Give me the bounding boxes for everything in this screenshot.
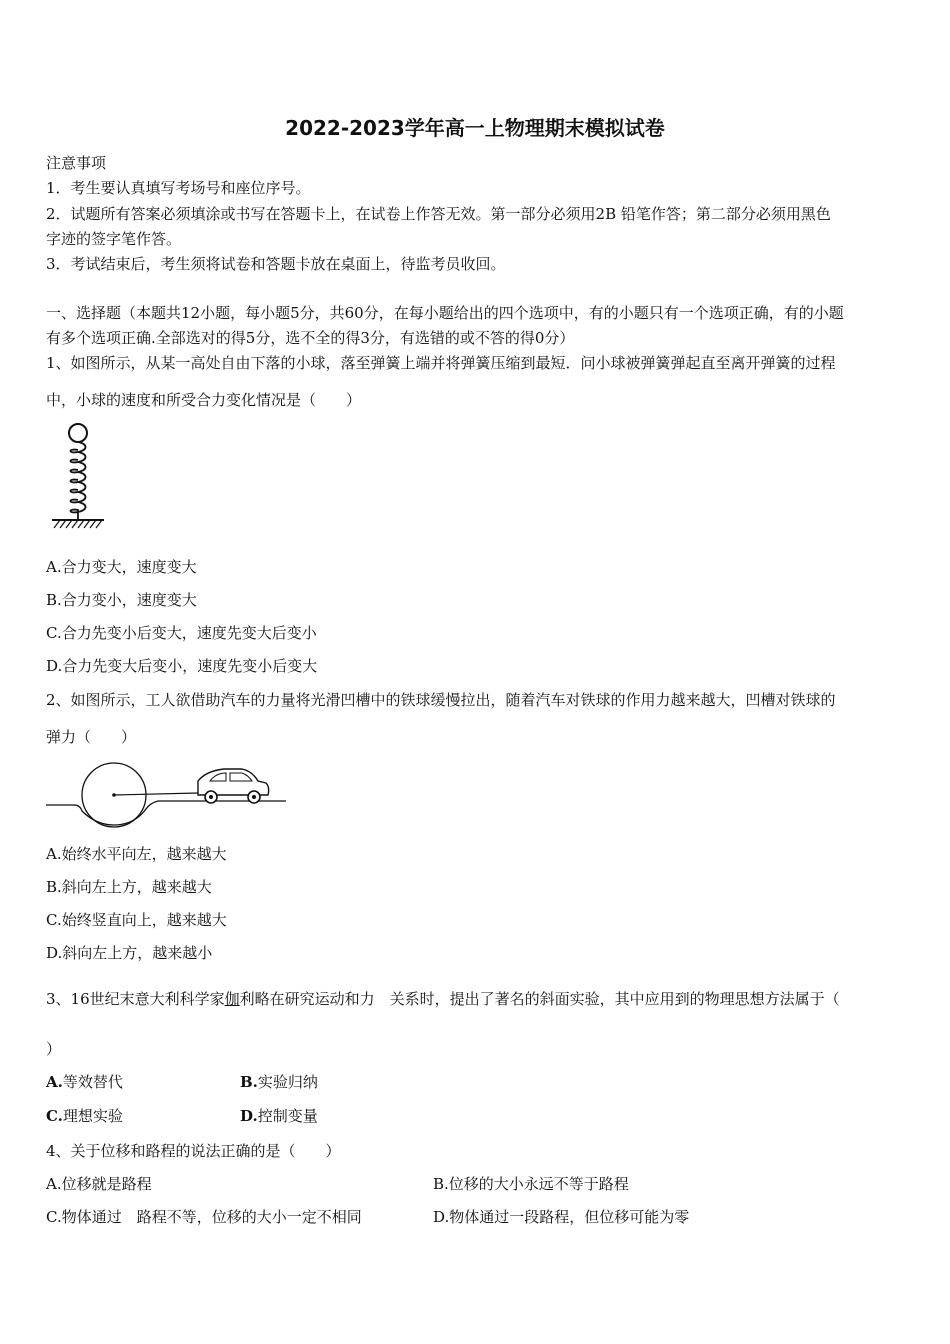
- option-text: 控制变量: [257, 1107, 318, 1125]
- q2-option-b: B.斜向左上方，越来越大: [46, 878, 212, 896]
- q3-stem-underlined: 伽: [224, 990, 240, 1008]
- q3-stem-part: 3、16世纪末意大利科学家: [46, 990, 225, 1008]
- page-title: 2022-2023学年高一上物理期末模拟试卷: [285, 116, 665, 140]
- question-4-stem: 4、关于位移和路程的说法正确的是（ ）: [46, 1142, 341, 1160]
- q3-option-d: [240, 1105, 318, 1126]
- q4-option-a: A.位移就是路程: [46, 1175, 152, 1193]
- q2-option-a: A.始终水平向左，越来越大: [46, 845, 227, 863]
- q2-option-c: C.始终竖直向上，越来越大: [46, 911, 227, 929]
- option-text: 理想实验: [62, 1107, 123, 1125]
- notice-item: 字迹的签字笔作答。: [46, 230, 182, 248]
- question-2-stem: 2、如图所示，工人欲借助汽车的力量将光滑凹槽中的铁球缓慢拉出，随着汽车对铁球的作用力越来越大，凹槽对铁球的: [46, 691, 836, 709]
- groove-car-figure: [46, 757, 286, 827]
- option-label: B.: [240, 1073, 258, 1091]
- notice-heading: 注意事项: [46, 154, 107, 172]
- question-3-stem: [46, 988, 840, 1009]
- question-3-stem: ）: [46, 1040, 62, 1058]
- option-label: A.: [46, 1073, 63, 1091]
- option-text: 等效替代: [62, 1073, 123, 1091]
- option-label: D.: [240, 1107, 258, 1125]
- section-header-line: 一、选择题（本题共12小题，每小题5分，共60分，在每小题给出的四个选项中，有的小题只有一个选项正确，有的小题: [46, 304, 844, 322]
- section-header-line: 有多个选项正确.全部选对的得5分，选不全的得3分，有选错的或不答的得0分）: [46, 329, 575, 347]
- option-label: C.: [46, 1107, 63, 1125]
- question-1-stem: 1、如图所示，从某一高处自由下落的小球，落至弹簧上端并将弹簧压缩到最短．问小球被弹簧弹起直至离开弹簧的过程: [46, 354, 836, 372]
- q2-option-d: D.斜向左上方，越来越小: [46, 944, 213, 962]
- q3-option-b: [240, 1071, 318, 1092]
- question-1-stem: 中，小球的速度和所受合力变化情况是（ ）: [46, 391, 362, 409]
- q4-option-b: B.位移的大小永远不等于路程: [433, 1175, 629, 1193]
- q1-option-c: C.合力先变小后变大，速度先变大后变小: [46, 624, 317, 642]
- notice-item: 3．考试结束后，考生须将试卷和答题卡放在桌面上，待监考员收回。: [46, 255, 506, 273]
- q1-option-d: D.合力先变大后变小，速度先变小后变大: [46, 657, 318, 675]
- q1-option-a: A.合力变大，速度变大: [46, 558, 197, 576]
- q4-option-d: D.物体通过一段路程，但位移可能为零: [433, 1208, 690, 1226]
- option-text: 实验归纳: [257, 1073, 318, 1091]
- q4-option-c: C.物体通过 路程不等，位移的大小一定不相同: [46, 1208, 362, 1226]
- notice-item: 1．考生要认真填写考场号和座位序号。: [46, 179, 311, 197]
- q3-stem-part: 利略在研究运动和力 关系时，提出了著名的斜面实验，其中应用到的物理思想方法属于（: [239, 990, 840, 1008]
- q3-option-c: [46, 1105, 123, 1126]
- q1-option-b: B.合力变小，速度变大: [46, 591, 197, 609]
- question-2-stem: 弹力（ ）: [46, 728, 137, 746]
- spring-ball-figure: [48, 420, 108, 535]
- q3-option-a: [46, 1071, 123, 1092]
- notice-item: 2．试题所有答案必须填涂或书写在答题卡上，在试卷上作答无效。第一部分必须用2B 铅笔作答；第二部分必须用黑色: [46, 205, 831, 223]
